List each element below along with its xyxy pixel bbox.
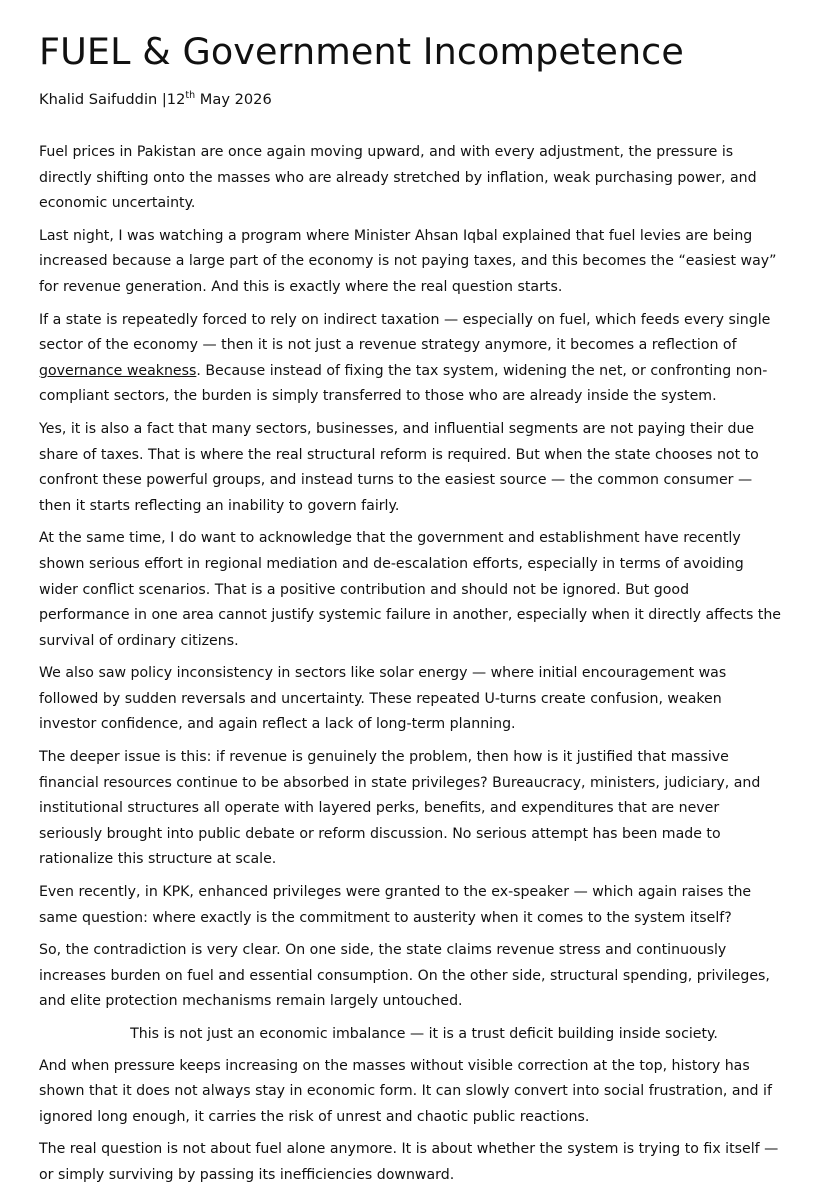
paragraph-line: shown that it does not always stay in economic form. It can slowly convert into social frustration, and if: [39, 1083, 772, 1100]
paragraph-line: If a state is repeatedly forced to rely on indirect taxation — especially on fuel, which feeds every single: [39, 311, 771, 328]
document-title: FUEL & Government Incompetence: [39, 30, 684, 73]
underlined-phrase: governance weakness: [39, 362, 197, 379]
author-name: Khalid Saifuddin |12: [39, 91, 186, 108]
author-byline: [39, 90, 809, 110]
paragraph-line: seriously brought into public debate or reform discussion. No serious attempt has been made to: [39, 825, 721, 842]
paragraph-line: [39, 359, 809, 385]
paragraph-line: ignored long enough, it carries the risk of unrest and chaotic public reactions.: [39, 1108, 590, 1125]
paragraph-line: sector of the economy — then it is not just a revenue strategy anymore, it becomes a reflection of: [39, 337, 737, 354]
paragraph-line: survival of ordinary citizens.: [39, 632, 239, 649]
paragraph-line: This is not just an economic imbalance — it is a trust deficit building inside society.: [130, 1026, 718, 1042]
paragraph-line: or simply surviving by passing its inefficiencies downward.: [39, 1166, 455, 1183]
paragraph-line: economic uncertainty.: [39, 195, 196, 212]
paragraph-line: then it starts reflecting an inability to govern fairly.: [39, 497, 400, 514]
paragraph-line: institutional structures all operate with layered perks, benefits, and expenditures that are never: [39, 800, 720, 817]
paragraph-line: The deeper issue is this: if revenue is genuinely the problem, then how is it justified that massive: [39, 749, 729, 766]
paragraph-line: And when pressure keeps increasing on the masses without visible correction at the top, history has: [39, 1057, 750, 1074]
paragraph-9: [39, 938, 809, 1015]
paragraph-11: [39, 1054, 809, 1131]
paragraph-line: Last night, I was watching a program where Minister Ahsan Iqbal explained that fuel levies are being: [39, 227, 753, 244]
paragraph-line: and elite protection mechanisms remain largely untouched.: [39, 993, 463, 1010]
paragraph-line: We also saw policy inconsistency in sectors like solar energy — where initial encouragement was: [39, 665, 727, 682]
paragraph-line: Fuel prices in Pakistan are once again moving upward, and with every adjustment, the pressure is: [39, 144, 734, 160]
paragraph-line: So, the contradiction is very clear. On one side, the state claims revenue stress and continuously: [39, 942, 727, 959]
paragraph-line: wider conflict scenarios. That is a positive contribution and should not be ignored. But good: [39, 581, 690, 598]
paragraph-4: [39, 417, 809, 519]
paragraph-line-rest: . Because instead of fixing the tax system, widening the net, or confronting non-: [196, 362, 768, 379]
centered-statement: [39, 1022, 809, 1048]
date-text: May 2026: [195, 91, 272, 108]
paragraph-line: financial resources continue to be absorbed in state privileges? Bureaucracy, ministers, judiciary, and: [39, 774, 761, 791]
paragraph-12: [39, 1137, 809, 1188]
document-page: [39, 28, 809, 1196]
paragraph-line: performance in one area cannot justify systemic failure in another, especially when it directly affects the: [39, 607, 782, 624]
paragraph-8: [39, 880, 809, 931]
paragraph-line: Even recently, in KPK, enhanced privileges were granted to the ex-speaker — which again raises the: [39, 884, 752, 901]
paragraph-line: rationalize this structure at scale.: [39, 851, 277, 868]
paragraph-line: compliant sectors, the burden is simply transferred to those who are already inside the system.: [39, 388, 717, 405]
paragraph-line: increases burden on fuel and essential consumption. On the other side, structural spending, privileges,: [39, 967, 770, 984]
paragraph-6: [39, 661, 809, 738]
paragraph-line: At the same time, I do want to acknowledge that the government and establishment have recently: [39, 530, 741, 547]
paragraph-line: confront these powerful groups, and instead turns to the easiest source — the common consumer —: [39, 472, 753, 489]
paragraph-line: share of taxes. That is where the real structural reform is required. But when the state chooses not to: [39, 446, 759, 463]
paragraph-5: [39, 526, 809, 654]
article-body: [39, 140, 809, 1189]
paragraph-line: increased because a large part of the economy is not paying taxes, and this becomes the “easiest way”: [39, 253, 777, 270]
paragraph-2: [39, 224, 809, 301]
paragraph-line: shown serious effort in regional mediation and de-escalation efforts, especially in terms of avoiding: [39, 555, 744, 572]
paragraph-line: investor confidence, and again reflect a lack of long-term planning.: [39, 716, 516, 733]
paragraph-line: same question: where exactly is the commitment to austerity when it comes to the system itself?: [39, 909, 732, 926]
paragraph-line: followed by sudden reversals and uncertainty. These repeated U-turns create confusion, weaken: [39, 690, 722, 707]
paragraph-line: Yes, it is also a fact that many sectors, businesses, and influential segments are not paying their due: [39, 420, 755, 437]
paragraph-3: [39, 308, 809, 410]
paragraph-line: for revenue generation. And this is exactly where the real question starts.: [39, 278, 563, 295]
paragraph-line: directly shifting onto the masses who are already stretched by inflation, weak purchasing power, and: [39, 169, 757, 186]
date-superscript: th: [185, 90, 196, 102]
paragraph-line: The real question is not about fuel alone anymore. It is about whether the system is trying to fix itself —: [39, 1141, 779, 1158]
paragraph-1: [39, 140, 809, 217]
paragraph-7: [39, 745, 809, 873]
